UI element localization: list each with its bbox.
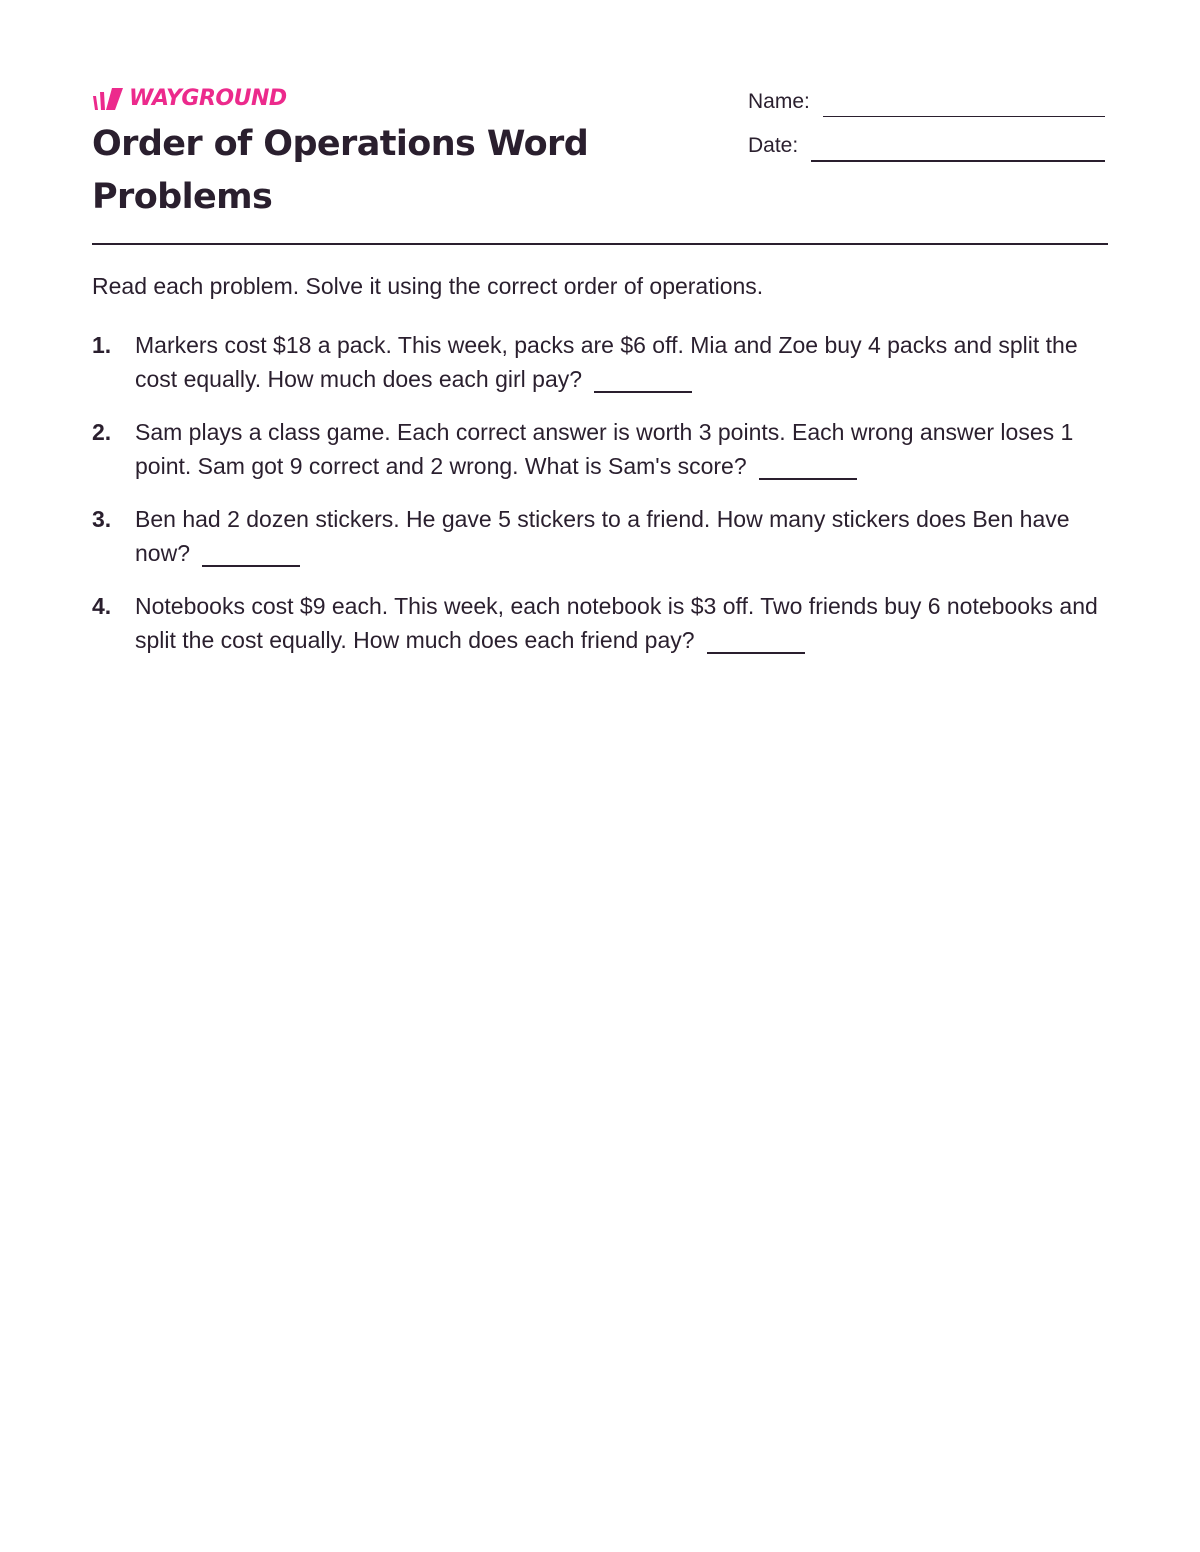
problem-item (92, 329, 1108, 396)
date-field[interactable] (748, 132, 1105, 160)
problem-text: Markers cost $18 a pack. This week, packs are $6 off. Mia and Zoe buy 4 packs and split the cost equally. How much does each girl pay? (135, 332, 1078, 392)
wayground-logo-icon (92, 87, 124, 111)
problem-list (92, 329, 1108, 677)
worksheet-header (92, 0, 1108, 248)
brand-logo (92, 86, 287, 112)
name-line[interactable] (823, 115, 1105, 117)
answer-blank[interactable] (594, 390, 692, 393)
problem-text: Notebooks cost $9 each. This week, each notebook is $3 off. Two friends buy 6 notebooks and split the cost equally. How much does each friend pay? (135, 593, 1098, 653)
name-field[interactable] (748, 88, 1105, 116)
page-title: Order of Operations Word Problems (92, 124, 589, 217)
problem-number: 3. (92, 506, 112, 532)
brand-name: WAYGROUND (129, 86, 287, 111)
header-divider (92, 243, 1108, 245)
problem-number: 4. (92, 593, 112, 619)
date-line[interactable] (811, 159, 1105, 162)
problem-item (92, 416, 1108, 483)
answer-blank[interactable] (202, 564, 300, 567)
worksheet-page (92, 0, 1108, 653)
instructions: Read each problem. Solve it using the correct order of operations. (92, 273, 764, 299)
answer-blank[interactable] (707, 651, 805, 654)
date-label: Date: (748, 134, 799, 157)
problem-item (92, 503, 1108, 570)
problem-text: Ben had 2 dozen stickers. He gave 5 stickers to a friend. How many stickers does Ben have now? (135, 506, 1070, 566)
problem-text: Sam plays a class game. Each correct answer is worth 3 points. Each wrong answer loses 1 point. Sam got 9 correct and 2 wrong. What is Sam's score? (135, 419, 1074, 479)
problem-number: 2. (92, 419, 112, 445)
problem-item (92, 590, 1108, 657)
problem-number: 1. (92, 332, 112, 358)
answer-blank[interactable] (759, 477, 857, 480)
name-label: Name: (748, 90, 810, 113)
